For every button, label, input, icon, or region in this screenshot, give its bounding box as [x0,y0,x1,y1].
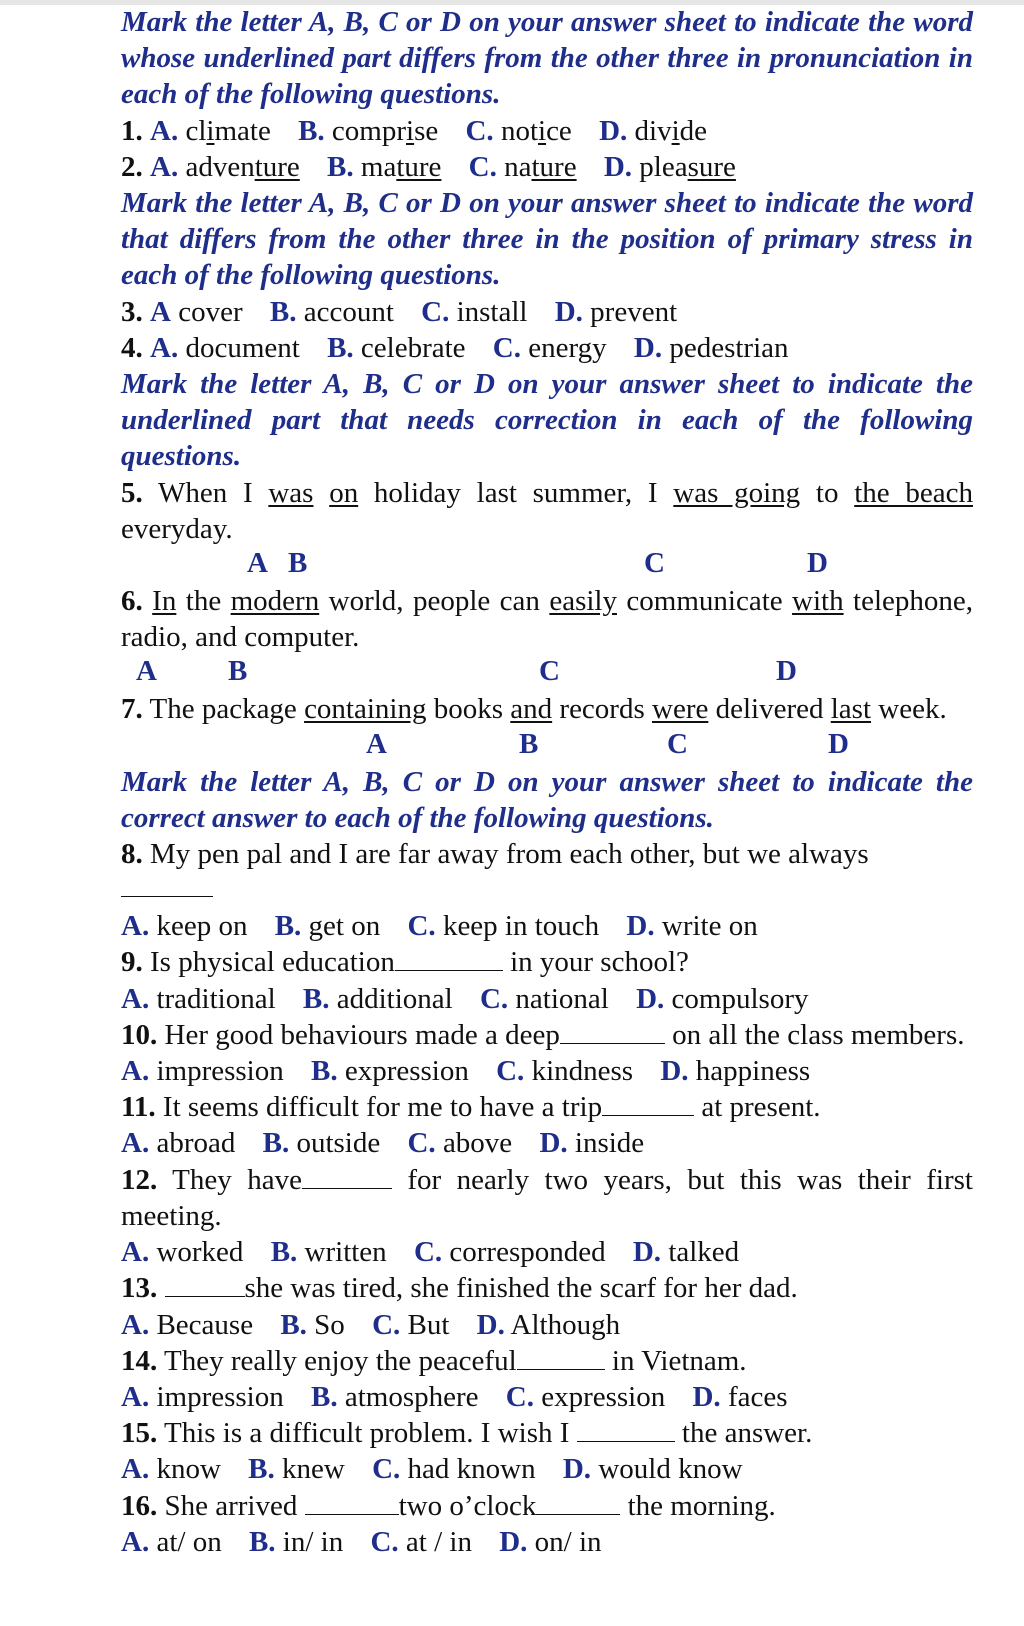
question-12: 12. They have for nearly two years, but this was their first meeting. [121,1163,973,1232]
answer-blank[interactable] [560,1021,665,1044]
option-d[interactable]: D. happiness [660,1055,811,1088]
question-13-options [121,1307,973,1343]
option-d[interactable]: D. inside [539,1127,645,1160]
letter-c: C [539,655,560,688]
option-b[interactable]: B. expression [310,1055,469,1088]
answer-blank-2[interactable] [536,1492,620,1515]
question-number: 7. [121,693,143,726]
option-a[interactable]: A. abroad [121,1127,236,1160]
underlined-part-b[interactable]: modern [230,585,320,618]
option-c[interactable]: C. keep in touch [407,910,600,943]
question-number: 6. [121,585,143,618]
question-16-options [121,1524,973,1560]
option-d[interactable]: D. Although [476,1308,621,1341]
letter-a: A [136,655,157,688]
question-10: 10. Her good behaviours made a deep on all the class members. [121,1018,965,1051]
question-number: 4. [121,331,143,364]
underlined-part-d[interactable]: the beach [854,476,973,509]
option-a[interactable]: A. climate [150,114,271,147]
question-1 [121,113,973,149]
option-b[interactable]: B. written [270,1236,387,1269]
letter-b: B [228,655,248,688]
answer-blank[interactable] [517,1347,605,1370]
option-c[interactable]: C. had known [372,1453,536,1486]
answer-blank[interactable] [121,872,973,908]
question-8: 8. My pen pal and I are far away from each other, but we always [121,838,869,871]
option-b[interactable]: B. celebrate [327,331,466,364]
option-d[interactable]: D. divide [599,114,708,147]
answer-letters [121,547,973,583]
option-d[interactable]: D. write on [626,910,758,943]
question-number: 16. [121,1489,158,1522]
question-number: 14. [121,1344,158,1377]
answer-blank[interactable] [395,948,503,971]
option-b[interactable]: B. comprise [298,114,439,147]
question-number: 10. [121,1018,158,1051]
option-a[interactable]: A. Because [121,1308,254,1341]
option-b[interactable]: B. outside [262,1127,381,1160]
option-a[interactable]: A cover [150,295,243,328]
question-number: 9. [121,946,143,979]
option-b[interactable]: B. additional [302,982,453,1015]
question-13: 13. she was tired, she finished the scarf for her dad. [121,1272,798,1305]
option-b[interactable]: B. atmosphere [310,1380,479,1413]
option-a[interactable]: A. keep on [121,910,248,943]
question-number: 3. [121,295,143,328]
underlined-part-c[interactable]: were [652,693,709,726]
underlined-part-d[interactable]: with [792,585,844,618]
question-2 [121,149,973,185]
option-d[interactable]: D. talked [632,1236,740,1269]
answer-letters [121,728,973,764]
question-3 [121,294,973,330]
underlined-part-d[interactable]: last [830,693,872,726]
answer-blank[interactable] [165,1274,245,1297]
answer-blank[interactable] [577,1419,675,1442]
option-c[interactable]: C. corresponded [413,1236,606,1269]
option-a[interactable]: A. impression [121,1055,284,1088]
option-c[interactable]: C. national [479,982,609,1015]
option-a[interactable]: A. traditional [121,982,276,1015]
letter-c: C [667,727,688,760]
option-b[interactable]: B. mature [327,150,442,183]
question-15: 15. This is a difficult problem. I wish I the answer. [121,1417,813,1450]
answer-blank[interactable] [602,1093,694,1116]
question-number: 1. [121,114,143,147]
underlined-part-c[interactable]: easily [549,585,617,618]
option-d[interactable]: D. prevent [554,295,678,328]
letter-c: C [644,547,665,580]
question-12-options [121,1234,973,1270]
letter-a: A [247,547,268,580]
option-c[interactable]: C. notice [465,114,572,147]
option-d[interactable]: D. faces [692,1380,788,1413]
question-number: 8. [121,838,143,871]
option-a[interactable]: A. worked [121,1236,244,1269]
instruction-pronunciation: Mark the letter A, B, C or D on your answer sheet to indicate the word whose underlined part differs from the other three in pronunciation in each of the following questions. [121,6,973,111]
option-a[interactable]: A. document [150,331,300,364]
question-6: 6. In the modern world, people can easily communicate with telephone, radio, and computer. [121,585,974,654]
option-a[interactable]: A. adventure [150,150,300,183]
option-d[interactable]: D. pleasure [603,150,736,183]
underlined-part-a[interactable]: containing [304,693,427,726]
question-4 [121,330,973,366]
question-number: 5. [121,476,143,509]
option-b[interactable]: B. get on [274,910,381,943]
option-c[interactable]: C. But [372,1308,450,1341]
option-c[interactable]: C. expression [505,1380,666,1413]
question-16: 16. She arrived two o’clock the morning. [121,1489,776,1522]
underlined-part-a[interactable]: was [268,476,314,509]
underlined-part-b[interactable]: on [329,476,359,509]
option-c[interactable]: C. energy [492,331,607,364]
worksheet [121,4,973,1560]
question-10-options [121,1053,973,1089]
option-b[interactable]: B. account [269,295,394,328]
option-d[interactable]: D. would know [562,1453,743,1486]
question-9: 9. Is physical education in your school? [121,946,689,979]
underlined-part-a[interactable]: In [152,585,177,618]
question-15-options [121,1451,973,1487]
letter-d: D [776,655,797,688]
question-5: 5. When I was on holiday last summer, I was going to the beach everyday. [121,476,973,545]
question-number: 2. [121,150,143,183]
letter-d: D [807,547,828,580]
question-9-options [121,981,973,1017]
answer-blank-1[interactable] [305,1492,399,1515]
question-number: 13. [121,1272,158,1305]
letter-b: B [288,547,308,580]
option-a[interactable]: A. at/ on [121,1525,222,1558]
question-11-options [121,1125,973,1161]
answer-letters [121,655,973,691]
question-7: 7. The package containing books and records were delivered last week. [121,693,947,726]
option-d[interactable]: D. compulsory [636,982,809,1015]
question-8-options [121,908,973,944]
question-14: 14. They really enjoy the peaceful in Vietnam. [121,1344,747,1377]
question-14-options [121,1379,973,1415]
letter-d: D [828,727,849,760]
question-number: 12. [121,1163,158,1196]
option-c[interactable]: C. kindness [496,1055,634,1088]
option-b[interactable]: B. So [280,1308,345,1341]
option-c[interactable]: C. install [421,295,528,328]
option-c[interactable]: C. nature [468,150,577,183]
option-b[interactable]: B. in/ in [248,1525,344,1558]
option-d[interactable]: D. on/ in [499,1525,602,1558]
option-c[interactable]: C. at / in [370,1525,472,1558]
letter-b: B [519,727,539,760]
question-number: 11. [121,1091,156,1124]
letter-a: A [366,727,387,760]
option-b[interactable]: B. knew [248,1453,345,1486]
instruction-correction: Mark the letter A, B, C or D on your answer sheet to indicate the underlined part that needs correction in each of the following questions. [121,368,973,473]
option-a[interactable]: A. know [121,1453,221,1486]
question-number: 15. [121,1417,158,1450]
underlined-part-b[interactable]: and [510,693,553,726]
underlined-part-c[interactable]: was going [673,476,801,509]
instruction-correct-answer: Mark the letter A, B, C or D on your answer sheet to indicate the correct answer to each of the following questions. [121,765,973,834]
option-a[interactable]: A. impression [121,1380,284,1413]
option-c[interactable]: C. above [407,1127,513,1160]
option-d[interactable]: D. pedestrian [633,331,789,364]
answer-blank[interactable] [302,1166,392,1189]
question-11: 11. It seems difficult for me to have a trip at present. [121,1091,821,1124]
instruction-stress: Mark the letter A, B, C or D on your answer sheet to indicate the word that differs from the other three in the position of primary stress in each of the following questions. [121,187,973,292]
